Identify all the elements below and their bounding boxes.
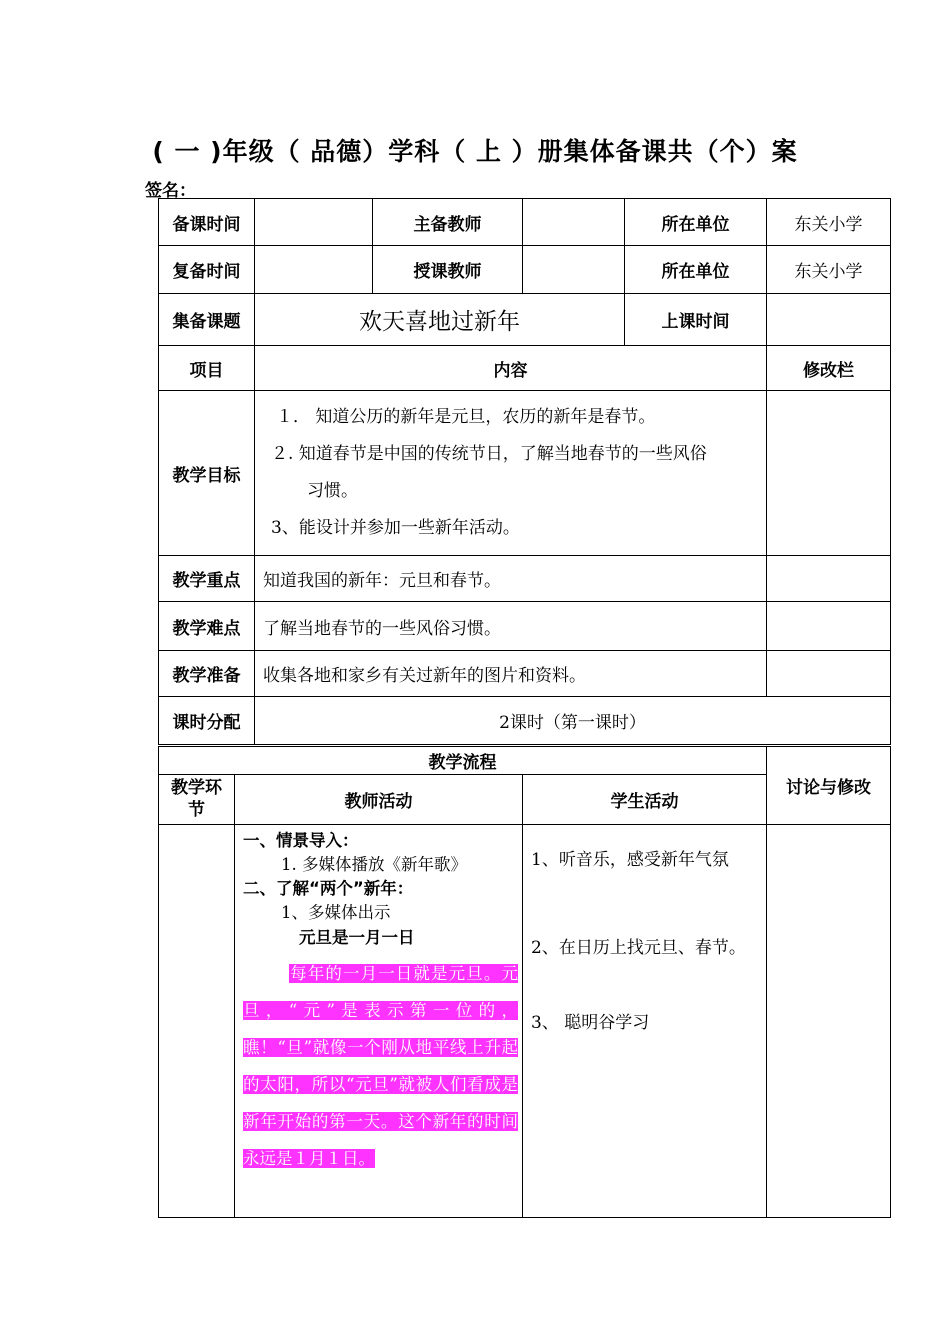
- topic-label: 集备课题: [159, 294, 255, 346]
- highlight-text: 元旦，“元”是表示第一位的，瞧！“旦”就像一个刚从地平线上升起的太阳，所以“元旦”就被人们看成是新年开始的第一天。这个新年的时间永远是１月１日。: [243, 964, 518, 1168]
- preparation-revise: [767, 651, 891, 697]
- stage-label: [159, 775, 235, 825]
- preparation-label: 教学准备: [159, 651, 255, 697]
- page-title: ( 一 )年级（ 品德）学科（ 上 ）册集体备课共（个）案: [152, 137, 798, 166]
- review-time-label: 复备时间: [159, 246, 255, 294]
- student-activity-item: 1、听音乐，感受新年气氛: [531, 850, 729, 870]
- unit-label: 所在单位: [625, 199, 767, 246]
- section-one-title: 一、情景导入：: [243, 831, 359, 850]
- sign-label: 签名：: [145, 181, 196, 201]
- column-revise-header: 修改栏: [767, 346, 891, 391]
- column-content-header: 内容: [255, 346, 767, 391]
- difficulty-revise: [767, 602, 891, 651]
- goal-line: 习惯。: [307, 481, 358, 501]
- class-time-label: 上课时间: [625, 294, 767, 346]
- hours-value: 2课时（第一课时）: [255, 697, 891, 745]
- goals-content: [255, 391, 767, 556]
- teaching-teacher-value: [523, 246, 625, 294]
- section-two-title: 二、了解“两个”新年：: [243, 879, 414, 898]
- section-two-item: 1、多媒体出示: [281, 903, 391, 922]
- header-table: [158, 198, 891, 745]
- goal-line: ２. 知道春节是中国的传统节日，了解当地春节的一些风俗: [271, 444, 707, 464]
- unit-label: 所在单位: [625, 246, 767, 294]
- teacher-activity-content: [235, 825, 523, 1218]
- unit-value: 东关小学: [767, 199, 891, 246]
- section-two-sub: 元旦是一月一日: [299, 928, 415, 947]
- goals-label: 教学目标: [159, 391, 255, 556]
- difficulty-value: 了解当地春节的一些风俗习惯。: [255, 602, 767, 651]
- difficulty-label: 教学难点: [159, 602, 255, 651]
- column-item-header: 项目: [159, 346, 255, 391]
- teacher-activity-header: 教师活动: [235, 775, 523, 825]
- preparation-value: 收集各地和家乡有关过新年的图片和资料。: [255, 651, 767, 697]
- student-activity-item: 3、 聪明谷学习: [531, 1013, 650, 1033]
- highlight-text: 每年的一月一日就是元旦。: [289, 964, 502, 983]
- prep-time-value: [255, 199, 373, 246]
- stage-label-text: 教学环节: [171, 778, 222, 820]
- student-activity-content: [523, 825, 767, 1218]
- student-activity-header: 学生活动: [523, 775, 767, 825]
- flow-title: 教学流程: [159, 747, 767, 775]
- goals-revise: [767, 391, 891, 556]
- key-point-value: 知道我国的新年：元旦和春节。: [255, 556, 767, 602]
- key-point-label: 教学重点: [159, 556, 255, 602]
- prep-time-label: 备课时间: [159, 199, 255, 246]
- goal-line: 3、能设计并参加一些新年活动。: [271, 518, 520, 538]
- teaching-teacher-label: 授课教师: [373, 246, 523, 294]
- goal-line: １． 知道公历的新年是元旦，农历的新年是春节。: [276, 407, 656, 427]
- highlighted-paragraph: [243, 955, 518, 1177]
- main-teacher-label: 主备教师: [373, 199, 523, 246]
- discuss-cell: [767, 825, 891, 1218]
- stage-cell: [159, 825, 235, 1218]
- review-time-value: [255, 246, 373, 294]
- section-one-item: 1. 多媒体播放《新年歌》: [281, 855, 467, 874]
- topic-value: 欢天喜地过新年: [255, 294, 625, 346]
- class-time-value: [767, 294, 891, 346]
- hours-label: 课时分配: [159, 697, 255, 745]
- main-teacher-value: [523, 199, 625, 246]
- flow-table: [158, 746, 891, 1218]
- student-activity-item: 2、在日历上找元旦、春节。: [531, 938, 746, 958]
- unit-value: 东关小学: [767, 246, 891, 294]
- discuss-label: 讨论与修改: [767, 747, 891, 825]
- key-point-revise: [767, 556, 891, 602]
